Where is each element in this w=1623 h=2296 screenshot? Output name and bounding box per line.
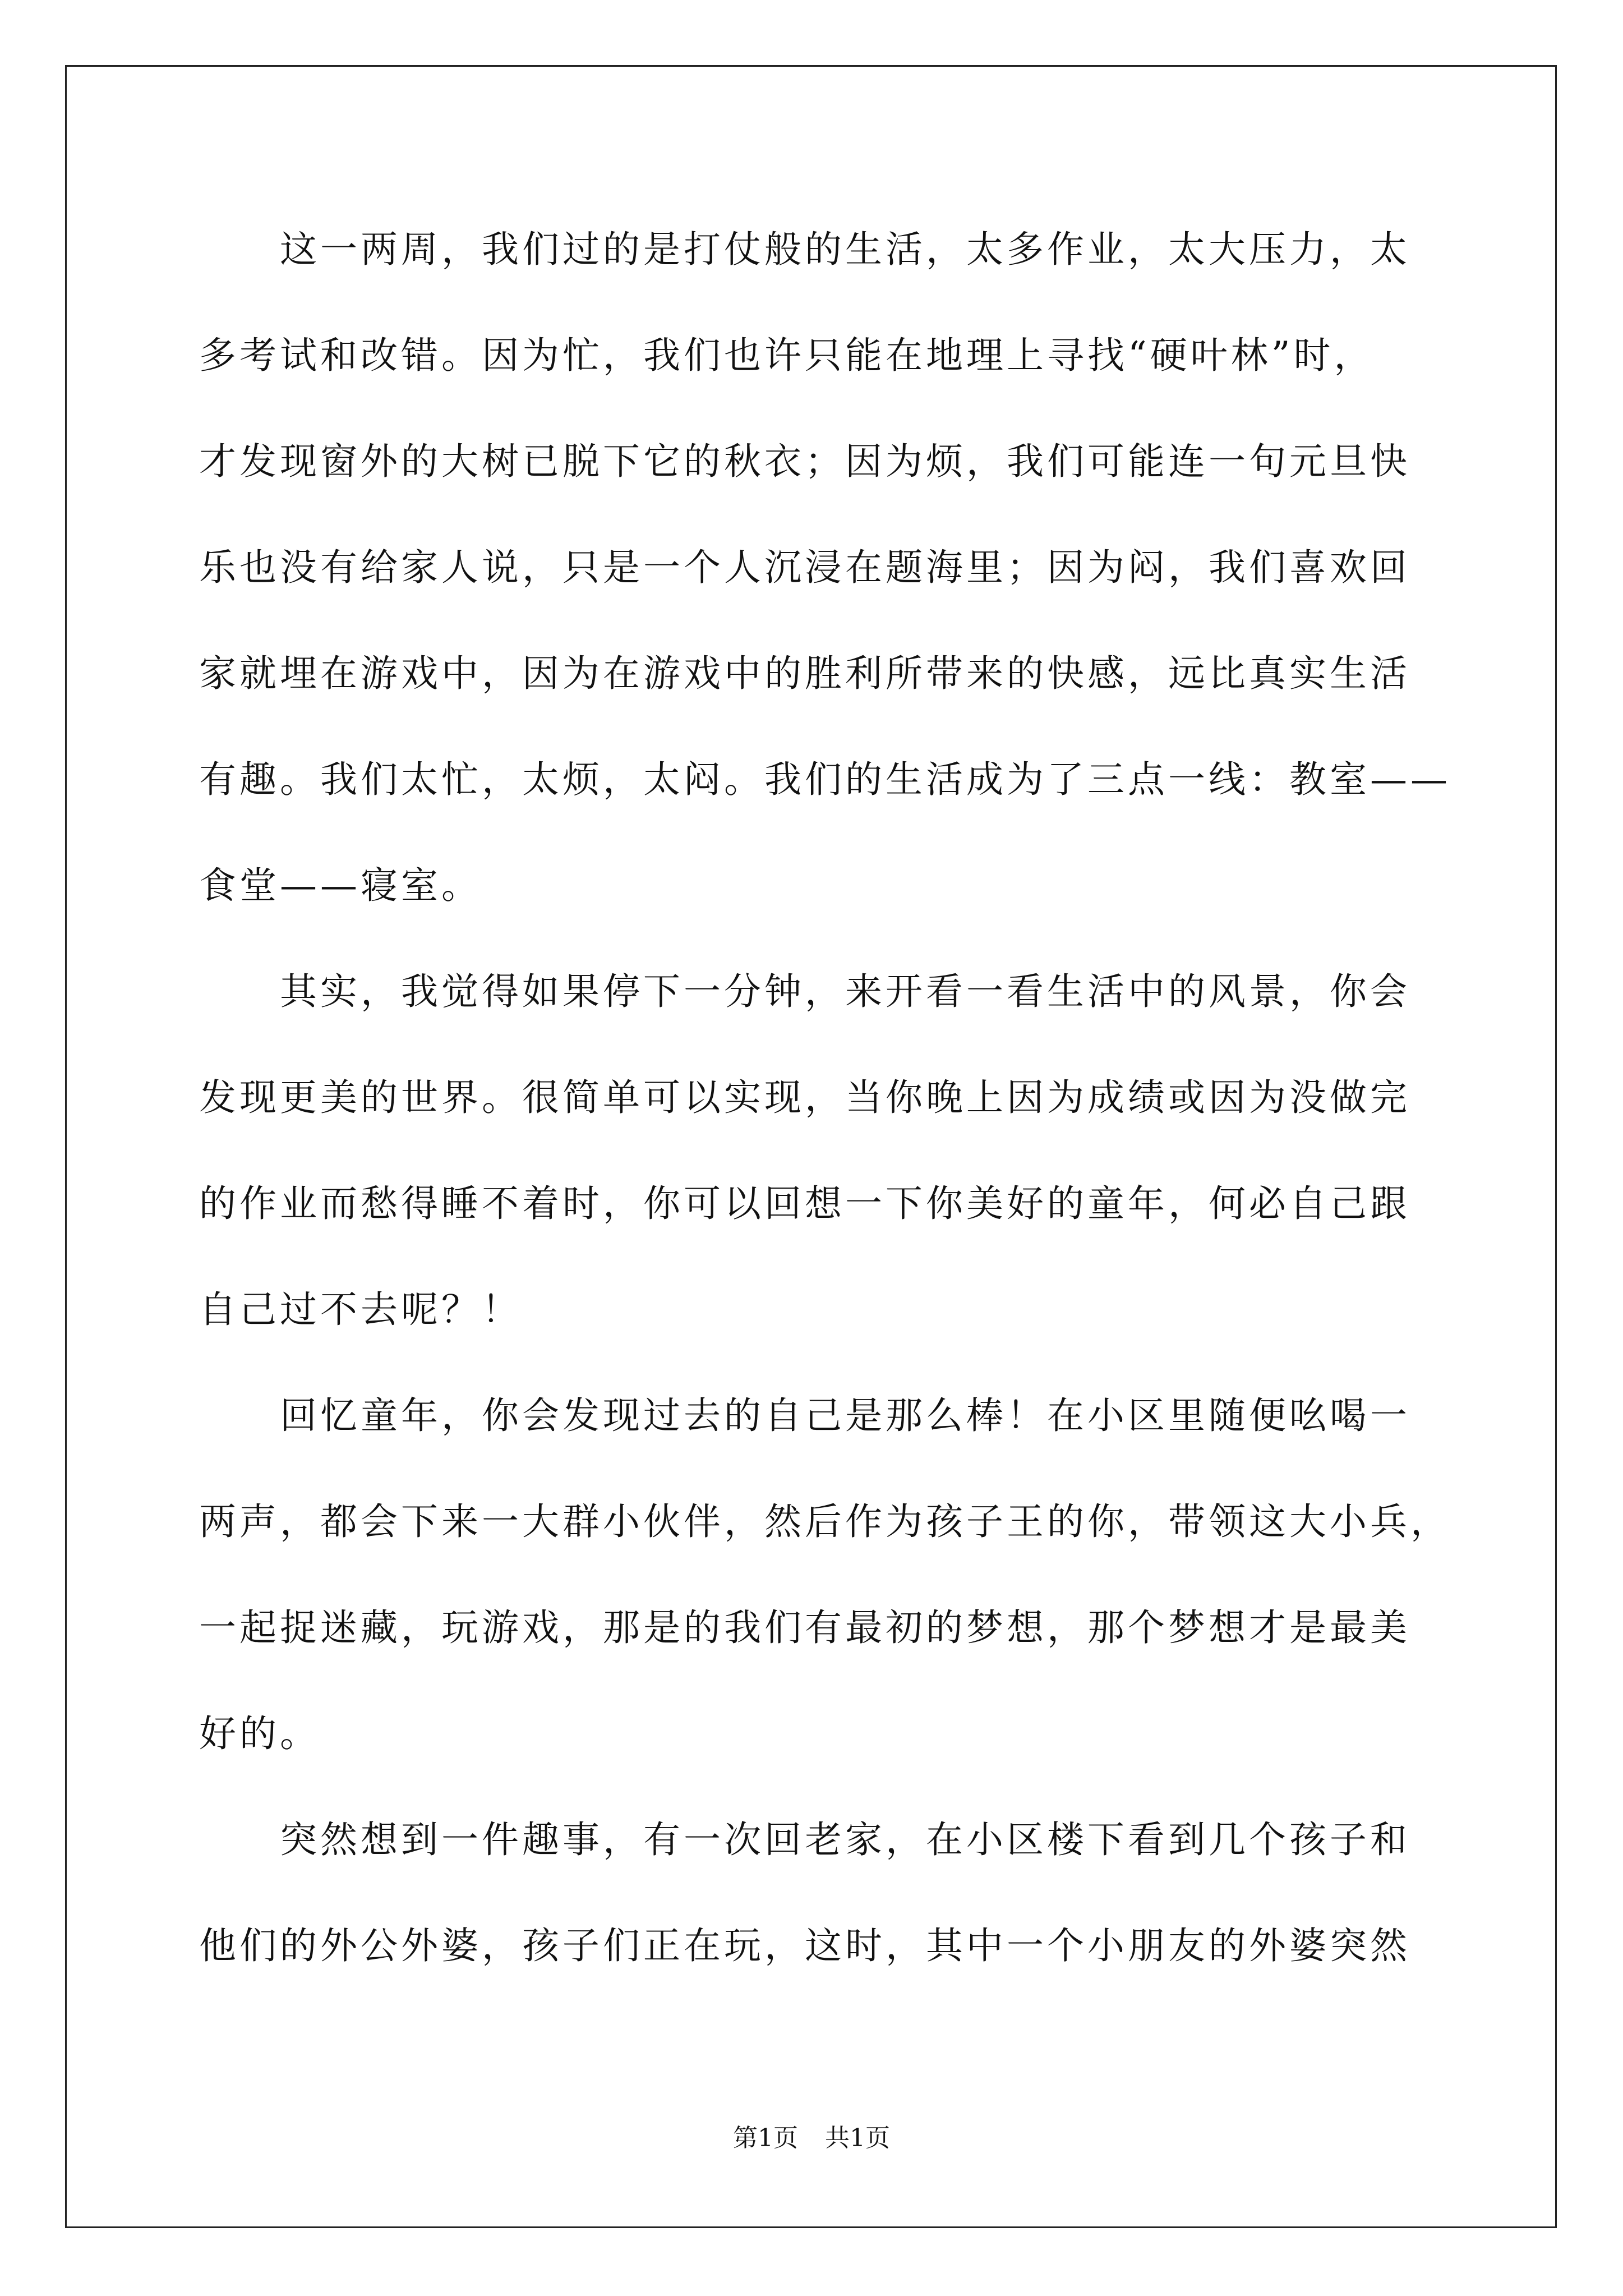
text-line: 突然想到一件趣事，有一次回老家，在小区楼下看到几个孩子和: [199, 1818, 1410, 1861]
page-footer: [0, 2122, 1623, 2155]
text-line: 的作业而愁得睡不着时，你可以回想一下你美好的童年，何必自己跟: [199, 1182, 1410, 1225]
text-line: 好的。: [199, 1712, 320, 1755]
text-line: 这一两周，我们过的是打仗般的生活，太多作业，太大压力，太: [199, 228, 1410, 271]
page-number-total: 共1页: [825, 2124, 890, 2152]
text-line: 回忆童年，你会发现过去的自己是那么棒！在小区里随便吆喝一: [199, 1394, 1410, 1437]
text-line: 多考试和改错。因为忙，我们也许只能在地理上寻找“硬叶林”时，: [199, 334, 1375, 377]
text-line: 才发现窗外的大树已脱下它的秋衣；因为烦，我们可能连一句元旦快: [199, 440, 1410, 483]
text-line: 其实，我觉得如果停下一分钟，来开看一看生活中的风景，你会: [199, 970, 1410, 1013]
text-line: 一起捉迷藏，玩游戏，那是的我们有最初的梦想，那个梦想才是最美: [199, 1606, 1410, 1649]
text-line: 两声，都会下来一大群小伙伴，然后作为孩子王的你，带领这大小兵，: [199, 1500, 1451, 1543]
page-number-current: 第1页: [733, 2124, 798, 2152]
text-line: 食堂——寝室。: [199, 864, 482, 907]
text-line: 发现更美的世界。很简单可以实现，当你晚上因为成绩或因为没做完: [199, 1076, 1410, 1119]
document-body: [199, 216, 1451, 2018]
text-line: 他们的外公外婆，孩子们正在玩，这时，其中一个小朋友的外婆突然: [199, 1924, 1410, 1967]
text-line: 自己过不去呢？！: [199, 1288, 522, 1331]
text-line: 乐也没有给家人说，只是一个人沉浸在题海里；因为闷，我们喜欢回: [199, 546, 1410, 589]
text-line: 家就埋在游戏中，因为在游戏中的胜利所带来的快感，远比真实生活: [199, 652, 1410, 695]
text-line: 有趣。我们太忙，太烦，太闷。我们的生活成为了三点一线：教室——: [199, 758, 1451, 801]
